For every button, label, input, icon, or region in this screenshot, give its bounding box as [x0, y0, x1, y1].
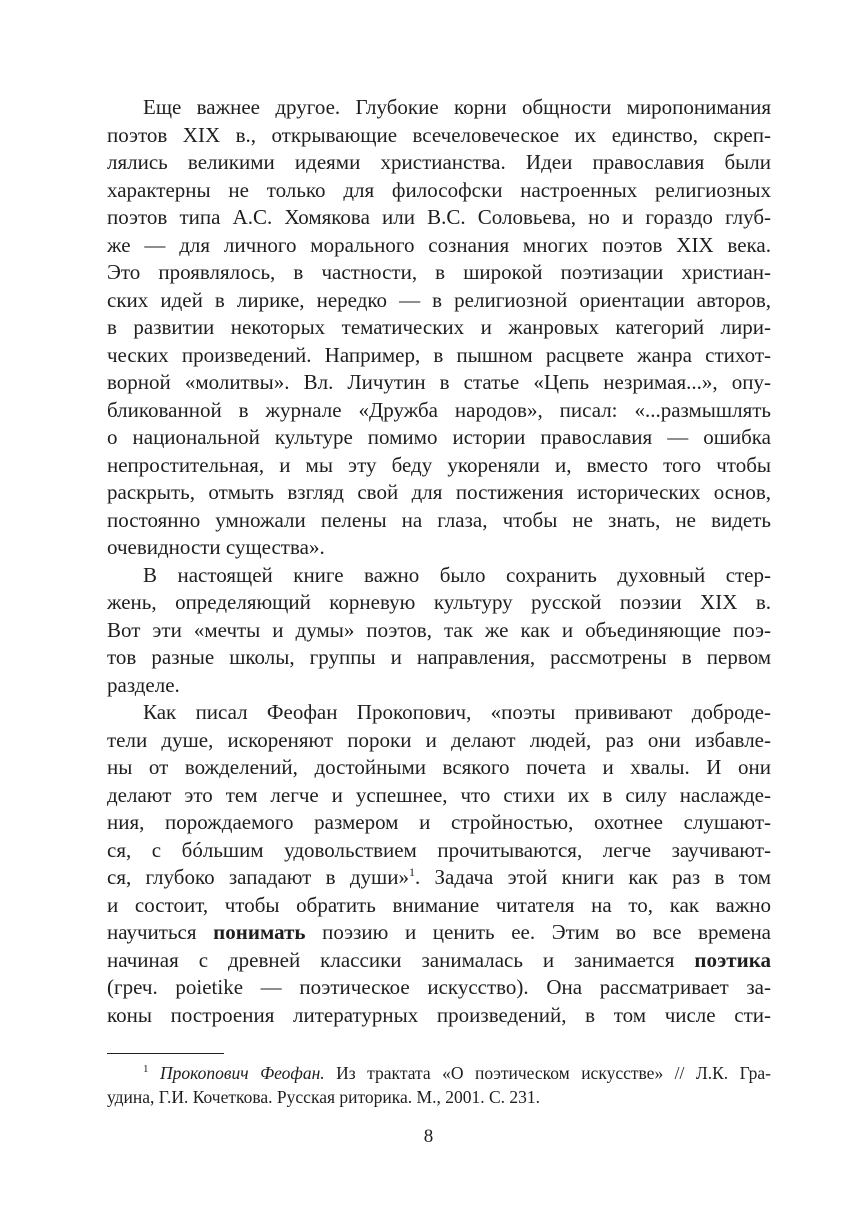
text-line	[107, 287, 771, 315]
text-line	[107, 727, 771, 755]
text-segment: ских идей в лирике, нередко — в религиозной ориентации авторов,	[107, 287, 771, 312]
text-line	[107, 452, 771, 480]
text-segment: же — для личного морального сознания многих поэтов XIX века.	[107, 232, 771, 257]
text-line	[107, 974, 771, 1002]
text-line	[107, 672, 771, 700]
text-segment: (греч. poietike — поэтическое искусство). Она рассматривает за-	[107, 975, 771, 999]
text-segment: характерны не только для философски настроенных религиозных	[107, 177, 771, 202]
text-line	[107, 397, 771, 425]
italic-author: Прокопович Феофан.	[159, 1063, 325, 1083]
text-line	[107, 204, 771, 232]
text-segment: делают это тем легче и успешнее, что стихи их в силу наслажде-	[107, 782, 771, 807]
text-segment: бликованной в журнале «Дружба народов», писал: «...размышлять	[107, 397, 771, 422]
text-line	[107, 177, 771, 205]
text-segment: поэзию и ценить ее. Этим во все времена	[305, 920, 772, 944]
text-segment: ческих произведений. Например, в пышном расцвете жанра стихот-	[107, 342, 771, 367]
text-line	[107, 314, 771, 342]
text-segment: Это проявлялось, в частности, в широкой поэтизации христиан-	[107, 260, 771, 284]
text-line	[107, 1061, 771, 1085]
text-segment: постоянно умножали пелены на глаза, чтобы не знать, не видеть	[107, 507, 771, 532]
text-segment: непростительная, и мы эту беду укореняли и, вместо того чтобы	[107, 452, 771, 477]
text-segment: Как писал Феофан Прокопович, «поэты прививают доброде-	[143, 700, 771, 724]
text-segment: и состоит, чтобы обратить внимание читателя на то, как важно	[107, 892, 771, 917]
text-segment: ны от вожделений, достойными всякого почета и хвалы. И они	[107, 755, 771, 779]
text-line	[107, 864, 771, 892]
text-segment: ся, с бóльшим удовольствием прочитываются, легче заучивают-	[107, 837, 771, 862]
text-segment: ворной «молитвы». Вл. Личутин в статье «Цепь незримая...», опу-	[107, 370, 771, 394]
text-segment: разделе.	[107, 672, 180, 697]
bold-term: понимать	[213, 920, 306, 944]
text-line	[107, 919, 771, 947]
text-segment: поэтов XIX в., открывающие всечеловеческое их единство, скреп-	[107, 122, 771, 147]
text-segment: Еще важнее другое. Глубокие корни общности миропонимания	[143, 95, 771, 119]
text-line	[107, 644, 771, 672]
text-segment: В настоящей книге важно было сохранить духовный стер-	[143, 562, 771, 587]
text-segment: ния, порождаемого размером и стройностью, охотнее слушают-	[107, 810, 771, 834]
page-number: 8	[423, 1126, 434, 1147]
text-line	[107, 94, 771, 122]
text-segment: жень, определяющий корневую культуру русской поэзии XIX в.	[107, 590, 771, 614]
footnote	[107, 1061, 771, 1109]
text-line	[107, 369, 771, 397]
text-line	[107, 782, 771, 810]
text-line	[107, 342, 771, 370]
text-line	[107, 589, 771, 617]
footnote-divider	[107, 1053, 224, 1054]
text-line	[107, 947, 771, 975]
text-segment: коны построения литературных произведений, в том числе сти-	[107, 1002, 771, 1027]
text-line	[107, 617, 771, 645]
text-line	[107, 1085, 771, 1109]
text-line	[107, 809, 771, 837]
text-line	[107, 122, 771, 150]
text-line	[107, 232, 771, 260]
bold-term: поэтика	[694, 947, 771, 972]
text-segment: о национальной культуре помимо истории православия — ошибка	[107, 425, 771, 449]
text-segment: ся, глубоко западают в души»	[107, 865, 409, 889]
text-line	[107, 479, 771, 507]
text-segment: тели душе, искореняют пороки и делают людей, раз они избавле-	[107, 727, 771, 752]
text-line	[107, 562, 771, 590]
text-segment: раскрыть, отмыть взгляд свой для постижения исторических основ,	[107, 480, 771, 504]
text-segment: поэтов типа А.С. Хомякова или В.С. Соловьева, но и гораздо глуб-	[107, 205, 771, 229]
text-segment: лялись великими идеями христианства. Идеи православия были	[107, 150, 771, 174]
text-line	[107, 149, 771, 177]
text-line	[107, 259, 771, 287]
footnote-marker: 1	[408, 865, 415, 879]
text-line	[107, 754, 771, 782]
text-line	[107, 699, 771, 727]
text-line	[107, 892, 771, 920]
text-line	[107, 837, 771, 865]
text-segment: Вот эти «мечты и думы» поэтов, так же как и объединяющие поэ-	[107, 617, 771, 642]
text-line	[107, 1002, 771, 1030]
text-segment: в развитии некоторых тематических и жанровых категорий лири-	[107, 315, 771, 339]
text-segment: . Задача этой книги как раз в том	[414, 865, 771, 889]
text-segment	[149, 1063, 160, 1083]
text-line	[107, 534, 771, 562]
text-segment: тов разные школы, группы и направления, рассмотрены в первом	[107, 645, 771, 669]
text-segment: удина, Г.И. Кочеткова. Русская риторика. М., 2001. С. 231.	[107, 1087, 541, 1107]
text-line	[107, 507, 771, 535]
text-segment: научиться	[107, 920, 214, 944]
text-segment: начиная с древней классики занималась и занимается	[107, 947, 695, 972]
text-segment: Из трактата «О поэтическом искусстве» // Л.К. Гра-	[324, 1063, 772, 1083]
body-text	[107, 94, 771, 1029]
footnote-marker: 1	[143, 1063, 149, 1075]
text-line	[107, 424, 771, 452]
text-segment: очевидности существа».	[107, 535, 325, 559]
